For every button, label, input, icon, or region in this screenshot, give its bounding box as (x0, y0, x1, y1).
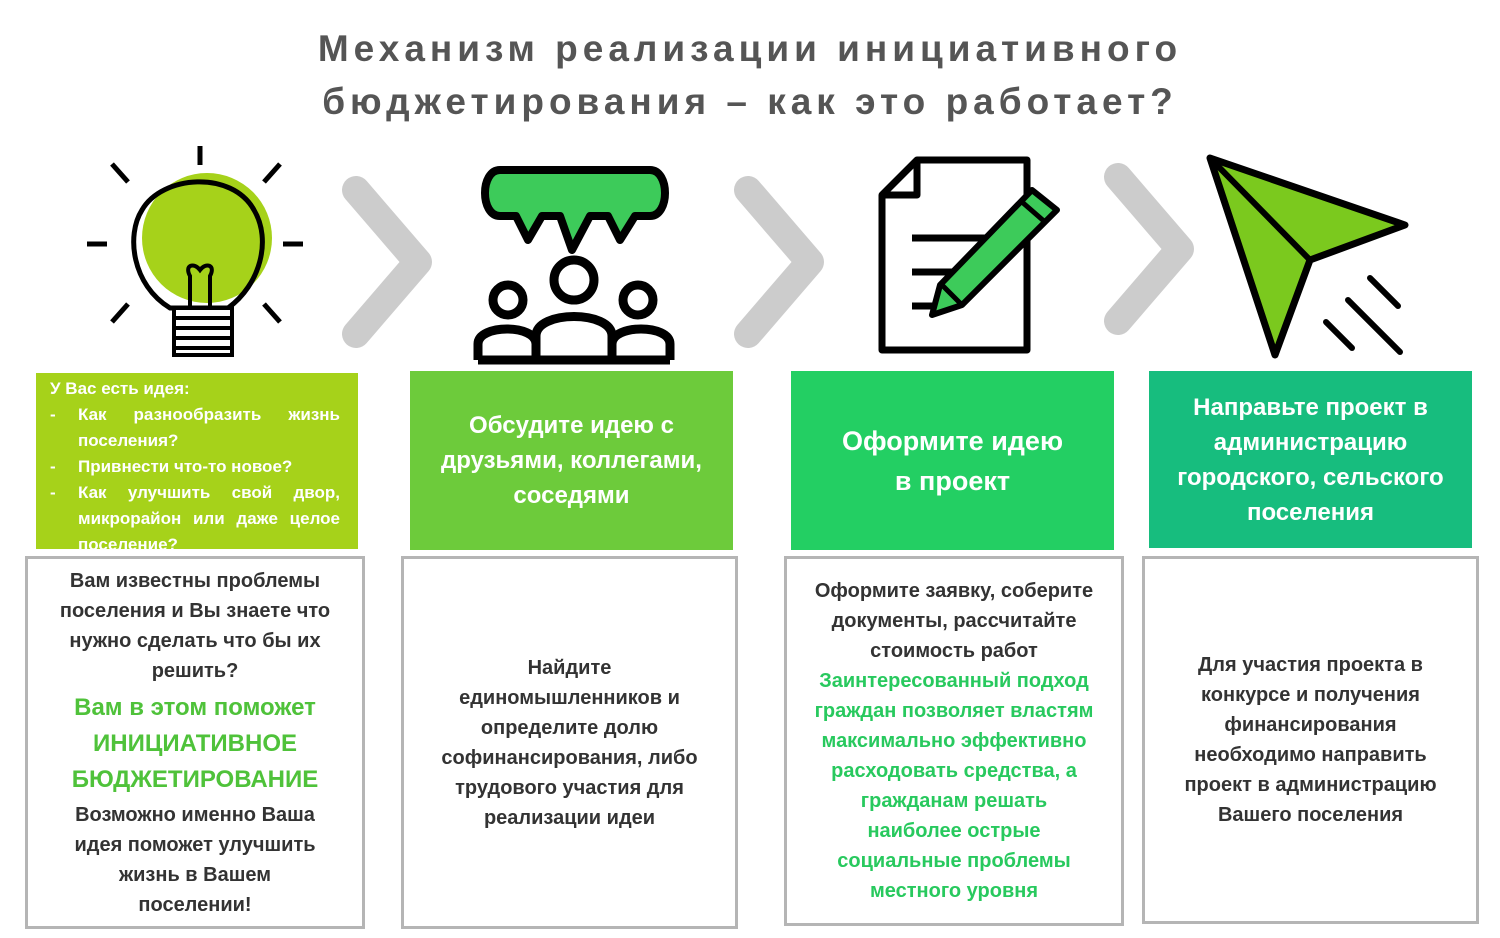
chevron-right-icon (336, 176, 444, 348)
card-text-line: поселении! (138, 893, 252, 916)
step-2-text-line: соседями (513, 482, 630, 509)
card-text-line: единомышленников и (459, 686, 680, 709)
step-1-header (36, 373, 358, 554)
highlight-line: БЮДЖЕТИРОВАНИЕ (71, 765, 319, 793)
card-text-line: Для участия проекта в (1198, 654, 1423, 676)
list-item: - Привнести что-то новое? (50, 454, 340, 480)
chevron-right-icon (1098, 163, 1206, 335)
card-text-line: реализации идеи (483, 806, 656, 829)
chevron-right-icon (728, 176, 836, 348)
step-3-card (784, 556, 1124, 926)
step-2-text-line: Обсудите идею с (469, 412, 674, 439)
card-text-line: определите долю (480, 716, 659, 739)
card-text-line: трудового участия для (455, 776, 684, 799)
step-1-lead: У Вас есть идея: (50, 379, 190, 398)
highlight-line: социальные проблемы (837, 850, 1071, 872)
step-1-bullets (50, 402, 340, 558)
highlight-line: местного уровня (869, 880, 1039, 902)
highlight-line: Вам в этом поможет (74, 693, 316, 721)
group-discussion-icon (470, 160, 680, 365)
highlight-line: Заинтересованный подход (819, 670, 1089, 692)
title-line-2: бюджетирования – как это работает? (322, 81, 1178, 122)
card-text-line: стоимость работ (870, 640, 1038, 662)
light-bulb-icon (82, 140, 312, 365)
highlight-line: максимально эффективно (821, 730, 1087, 752)
step-2-card (401, 556, 738, 929)
card-text-line: конкурсе и получения (1201, 684, 1420, 706)
step-3-header (791, 371, 1114, 550)
card-text-line: жизнь в Вашем (118, 863, 272, 886)
step-3-text-line: Оформите идею (841, 425, 1064, 456)
step-2-header (410, 371, 733, 550)
step-4-text-line: администрацию (1213, 428, 1408, 456)
step-4-text-line: Направьте проект в (1193, 393, 1428, 421)
card-text-line: Найдите (527, 656, 612, 679)
highlight-line: наиболее острые (867, 820, 1041, 842)
document-pencil-icon (872, 150, 1072, 355)
step-4-text-line: городского, сельского (1177, 463, 1444, 491)
page-title (0, 22, 1500, 128)
card-text-line: поселения и Вы знаете что (59, 599, 331, 622)
highlight-line: ИНИЦИАТИВНОЕ (93, 729, 297, 757)
citizen-approach-highlight (815, 666, 1094, 906)
card-text-line: документы, рассчитайте (831, 610, 1077, 632)
step-2-text-line: друзьями, коллегами, (441, 447, 702, 474)
highlight-line: расходовать средства, а (831, 760, 1077, 782)
card-text-line: проект в администрацию (1184, 774, 1437, 796)
title-line-1: Механизм реализации инициативного (317, 28, 1183, 69)
highlight-line: граждан позволяет властям (814, 700, 1094, 722)
card-text-line: софинансирования, либо (441, 746, 698, 769)
highlight-line: гражданам решать (860, 790, 1048, 812)
step-4-header (1149, 371, 1472, 548)
card-text-line: нужно сделать что бы их (69, 629, 321, 652)
card-text-line: Оформите заявку, соберите (814, 580, 1094, 602)
card-text-line: Вам известны проблемы (69, 569, 321, 592)
card-text-line: финансирования (1224, 714, 1397, 736)
card-text-line: идея поможет улучшить (74, 833, 316, 856)
card-text-line: Вашего поселения (1217, 804, 1404, 826)
card-text-line: решить? (151, 659, 239, 682)
step-3-text-line: в проект (894, 465, 1011, 496)
list-item: - Как разнообразить жизнь поселения? (50, 402, 340, 454)
step-4-text-line: поселения (1246, 498, 1375, 526)
card-text-line: необходимо направить (1194, 744, 1427, 766)
paper-plane-icon (1200, 150, 1415, 360)
list-item: - Как улучшить свой двор, микрорайон или даже целое поселение? (50, 480, 340, 558)
step-1-card (25, 556, 365, 929)
card-text-line: Возможно именно Ваша (75, 803, 315, 826)
step-4-card (1142, 556, 1479, 924)
initiative-budgeting-highlight (72, 690, 319, 798)
